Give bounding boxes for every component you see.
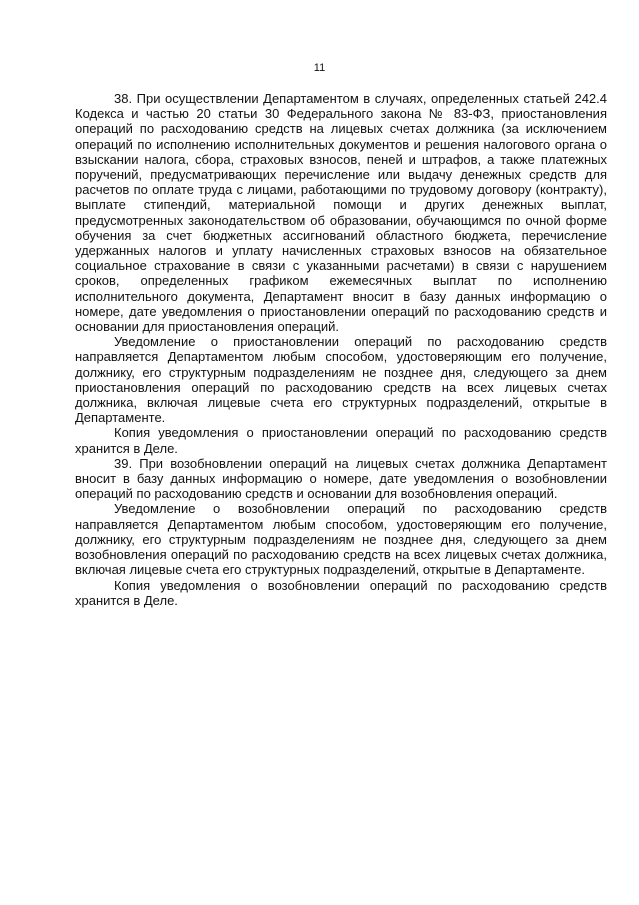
paragraph-suspension-copy: Копия уведомления о приостановлении операций по расходованию средств хранится в Деле. [75,425,607,456]
paragraph-resumption-copy: Копия уведомления о возобновлении операций по расходованию средств хранится в Деле. [75,577,607,608]
paragraph-resumption-notice: Уведомление о возобновлении операций по расходованию средств направляется Департаментом любым способом, удостоверяющим его получение, должнику, его структурным подразделениям не позднее дня, следующего за днем возобновления операций по расходованию средств на всех лицевых счетах должника, включая лицевые счета его структурных подразделений, открытые в Департаменте. [75,501,607,578]
paragraph-39: 39. При возобновлении операций на лицевых счетах должника Департамент вносит в базу данных информацию о номере, дате уведомления о возобновлении операций по расходованию средств и основании для возобновления операций. [75,455,607,502]
paragraph-38: 38. При осуществлении Департаментом в случаях, определенных статьей 242.4 Кодекса и частью 20 статьи 30 Федерального закона № 83-ФЗ, приостановления операций по расходованию средств на лицевых счетах должника (за исключением операций по исполнению исполнительных документов и решения налогового органа о взыскании налога, сбора, страховых взносов, пеней и штрафов, а также платежных поручений, предусматривающих перечисление или выдачу денежных средств для расчетов по оплате труда с лицами, работающими по трудовому договору (контракту), выплате стипендий, материальной помощи и других денежных выплат, предусмотренных законодательством об образовании, обучающимся по очной форме обучения за счет бюджетных ассигнований областного бюджета, перечисление удержанных налогов и уплату начисленных страховых взносов на обязательное социальное страхование в связи с указанными расчетами) в связи с нарушением сроков, определенных графиком ежемесячных выплат по исполнению исполнительного документа, Департамент вносит в базу данных информацию о номере, дате уведомления о приостановлении операций по расходованию средств и основании для приостановления операций. [75,91,607,335]
document-body [75,91,607,608]
paragraph-suspension-notice: Уведомление о приостановлении операций по расходованию средств направляется Департаментом любым способом, удостоверяющим его получение, должнику, его структурным подразделениям не позднее дня, следующего за днем приостановления операций по расходованию средств на всех лицевых счетах должника, включая лицевые счета его структурных подразделений, открытые в Департаменте. [75,334,607,426]
page-number: 11 [313,62,326,74]
